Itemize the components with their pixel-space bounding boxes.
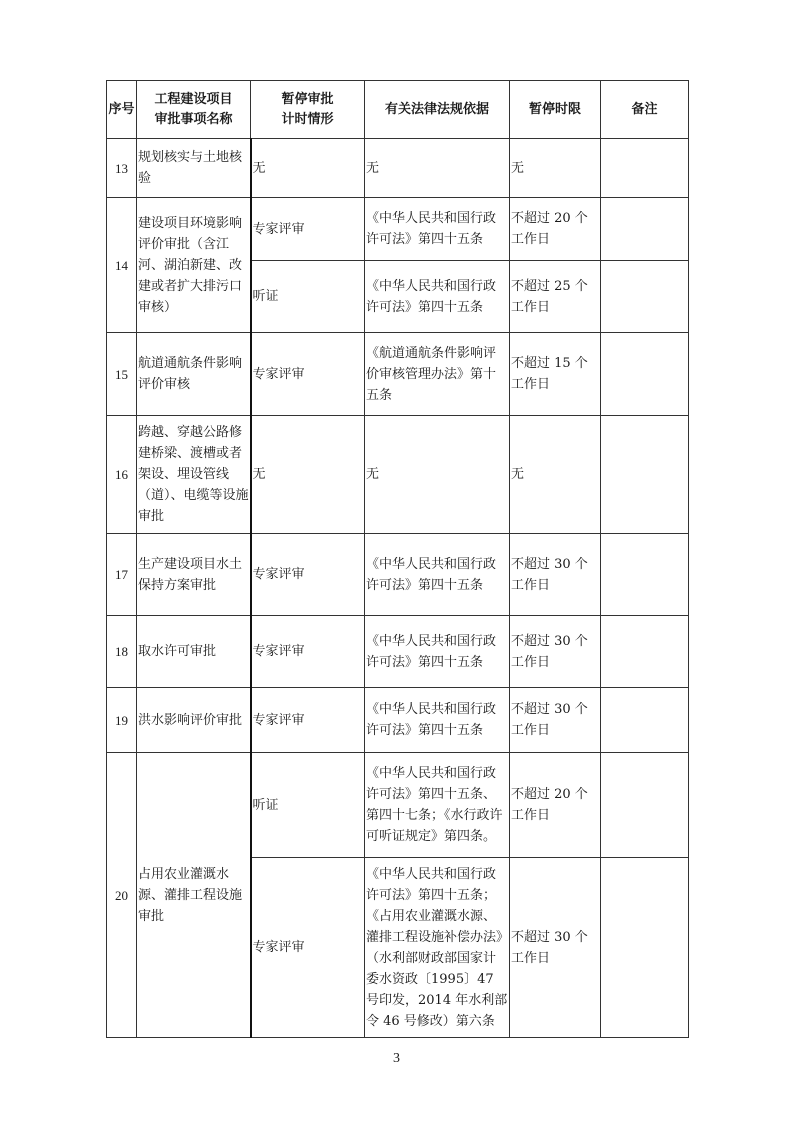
row-limit: 不超过 20 个工作日 [510, 753, 601, 858]
row-law: 无 [365, 139, 510, 198]
row-item-name: 洪水影响评价审批 [137, 688, 251, 753]
table-row [107, 139, 689, 198]
row-item-name: 航道通航条件影响评价审核 [137, 333, 251, 416]
row-seq: 15 [107, 333, 137, 416]
approval-suspension-table [106, 80, 689, 1038]
row-item-name: 跨越、穿越公路修建桥梁、渡槽或者架设、埋设管线（道）、电缆等设施审批 [137, 416, 251, 534]
row-seq: 19 [107, 688, 137, 753]
row-limit: 不超过 15 个工作日 [510, 333, 601, 416]
row-seq: 14 [107, 198, 137, 333]
row-remark [601, 416, 689, 534]
row-limit: 无 [510, 416, 601, 534]
row-item-name: 建设项目环境影响评价审批（含江河、湖泊新建、改建或者扩大排污口审核） [137, 198, 251, 333]
table-row [107, 753, 689, 858]
row-situation: 专家评审 [251, 858, 365, 1038]
row-item-name: 生产建设项目水土保持方案审批 [137, 534, 251, 616]
row-limit: 不超过 20 个工作日 [510, 198, 601, 261]
row-seq: 13 [107, 139, 137, 198]
header-limit: 暂停时限 [510, 81, 601, 139]
header-situation-line2: 计时情形 [281, 111, 334, 127]
row-situation: 专家评审 [251, 688, 365, 753]
table-row [107, 534, 689, 616]
table-row [107, 198, 689, 261]
row-law: 《航道通航条件影响评价审核管理办法》第十五条 [365, 333, 510, 416]
row-remark [601, 333, 689, 416]
row-situation: 无 [251, 416, 365, 534]
row-remark [601, 261, 689, 333]
table-row [107, 688, 689, 753]
row-remark [601, 616, 689, 688]
row-situation: 专家评审 [251, 333, 365, 416]
row-limit: 不超过 25 个工作日 [510, 261, 601, 333]
table-row [107, 416, 689, 534]
row-law: 《中华人民共和国行政许可法》第四十五条、第四十七条；《水行政许可听证规定》第四条。 [365, 753, 510, 858]
row-remark [601, 753, 689, 858]
row-law: 《中华人民共和国行政许可法》第四十五条 [365, 198, 510, 261]
header-seq: 序号 [107, 81, 137, 139]
row-law: 《中华人民共和国行政许可法》第四十五条 [365, 616, 510, 688]
header-situation [251, 81, 365, 139]
table-row [107, 616, 689, 688]
row-situation: 听证 [251, 261, 365, 333]
row-law: 《中华人民共和国行政许可法》第四十五条；《占用农业灌溉水源、灌排工程设施补偿办法》（水利部财政部国家计委水资政〔1995〕47 号印发，2014 年水利部令 46 号修改）第六条 [365, 858, 510, 1038]
header-item-name [137, 81, 251, 139]
header-situation-line1: 暂停审批 [281, 91, 334, 107]
row-item-name: 取水许可审批 [137, 616, 251, 688]
row-seq: 16 [107, 416, 137, 534]
row-remark [601, 858, 689, 1038]
row-remark [601, 688, 689, 753]
row-item-name: 规划核实与土地核验 [137, 139, 251, 198]
row-limit: 不超过 30 个工作日 [510, 688, 601, 753]
row-remark [601, 139, 689, 198]
row-situation: 无 [251, 139, 365, 198]
row-situation: 专家评审 [251, 198, 365, 261]
row-limit: 不超过 30 个工作日 [510, 616, 601, 688]
row-remark [601, 534, 689, 616]
table-header-row [107, 81, 689, 139]
row-law: 无 [365, 416, 510, 534]
row-law: 《中华人民共和国行政许可法》第四十五条 [365, 534, 510, 616]
row-seq: 20 [107, 753, 137, 1038]
row-situation: 专家评审 [251, 534, 365, 616]
row-law: 《中华人民共和国行政许可法》第四十五条 [365, 688, 510, 753]
row-limit: 无 [510, 139, 601, 198]
row-remark [601, 198, 689, 261]
row-limit: 不超过 30 个工作日 [510, 858, 601, 1038]
row-seq: 18 [107, 616, 137, 688]
page-number: 3 [393, 1051, 400, 1066]
row-law: 《中华人民共和国行政许可法》第四十五条 [365, 261, 510, 333]
header-item-name-line2: 审批事项名称 [154, 111, 233, 127]
row-limit: 不超过 30 个工作日 [510, 534, 601, 616]
row-situation: 听证 [251, 753, 365, 858]
row-situation: 专家评审 [251, 616, 365, 688]
row-seq: 17 [107, 534, 137, 616]
row-item-name: 占用农业灌溉水源、灌排工程设施审批 [137, 753, 251, 1038]
header-law: 有关法律法规依据 [365, 81, 510, 139]
table-row [107, 333, 689, 416]
header-item-name-line1: 工程建设项目 [154, 91, 233, 107]
header-remark: 备注 [601, 81, 689, 139]
